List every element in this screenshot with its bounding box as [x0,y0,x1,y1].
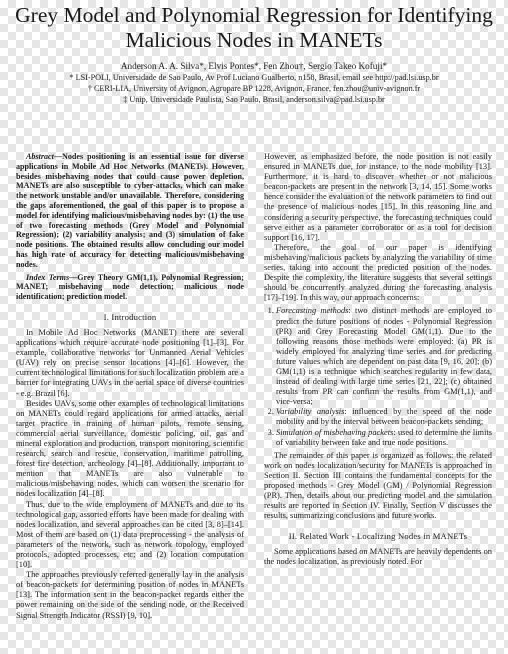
author-list: Anderson A. A. Silva*, Elvis Pontes*, Fen Zhou†, Sergio Takeo Kofuji* [120,61,388,71]
abstract-label: Abstract [26,152,54,161]
list-item-label: Forecasting methods [276,306,349,316]
list-item [276,306,492,407]
related-work-paragraph: Some applications based on MANETs are heavily dependents on the nodes localization, as previously noted. For [264,547,492,567]
abstract-paragraph [16,152,244,270]
approach-list [264,306,492,447]
index-terms-label: Index Terms [26,272,70,282]
affiliation-3: ‡ Unip, Universidade Paulista, Sao Paulo, Brasil, anderson.silva@pad.lsi.usp.br [123,95,385,104]
section-heading-introduction: I. Introduction [103,311,157,322]
affiliation-2: † CERI-LIA, University of Avignon, Agropare BP 1228, Avignon, France, fen.zhou@univ-avignon.fr [87,84,421,93]
abstract [16,152,244,302]
intro-paragraph-3: Thus, due to the wide employment of MANETs and due to its technological gap, assorted efforts have been made for dealing with nodes localization, and several approaches can be cited [3, 8]–[14]. Most of them are based on (1) data preprocessing - the analysis of parameters of the network, such as network topology, employed protocols, adopted processes, etc; and (2) location computation [10]. [16,499,244,570]
affiliation-1: * LSI-POLI, Universidade de Sao Paulo, Av Prof Luciano Gualberto, n158, Brasil, email see http://pad.lsi.usp.br [69,73,439,82]
intro-paragraph-2: Besides UAVs, some other examples of technological limitations on MANETs could regard applications for armed attacks, aerial target practice in training of human pilots, remote sensing, commercial aerial surveillance, domestic policing, oil, gas and mineral exploration and production, transport monitoring, scientific research, search and rescue, conservation, maritime patrolling, forest fire detection, archeology [4]–[8]. Additionally, important to mention that MANETs are also vulnerable to malicious/misbehaving nodes, which can worsen the scenario for nodes localization [4]–[8]. [16,398,244,499]
two-column-body [16,152,492,654]
body-paragraph-1: However, as emphasized before, the node position is not easily ensured in MANETs due, for instance, to the node mobility [13]. Furthermore, it is hard to discover whether or not malicious beacon-packets are present in the network [3, 14, 15]. Some works hence consider the evaluation of the network parameters to find out the presence of malicious nodes [15]. In this reasoning line and considering a security perspective, the forecasting techniques could serve either as a parameter corroborator or as a tool for decision support [16, 17]. [264,152,492,242]
list-item-label: Variability analysis [276,407,345,417]
intro-paragraph-4: The approaches previously referred generally lay in the analysis of beacon-packets for determining position of nodes in MANETs [13]. The information sent in the beacon-packet regards either the power remaining on the side of the sending node, or the Received Signal Strength Indicator (RSSI) [9, 10]. [16,570,244,620]
intro-paragraph-1: In Mobile Ad Hoc Networks (MANET) there are several applications which require accurate node positioning [1]–[3]. For example, collaborative networks for Unmanned Aerial Vehicles (UAV) rely on precise sensor locations [4]–[6]. However, the current technological limitations for such localization problem are a barrier for integrating UAVs in the aerial space of diverse countries - e.g. Brazil [6]. [16,327,244,398]
section-heading-related-work: II. Related Work - Localizing Nodes in MANETs [288,531,468,542]
left-column [16,152,244,621]
list-item-text: : used to determine the limits of variability between fake and true node positions. [276,427,492,447]
right-column [264,152,492,568]
list-item [276,407,492,427]
list-item-text: : influenced by the speed of the node mobility and by the interval between beacon-packets sending; [276,407,492,427]
index-terms-text: —Grey Theory GM(1,1), Polynomial Regression; MANET; misbehaving node detection; malicious node identification; prediction model. [16,272,244,302]
body-paragraph-2: Therefore, the goal of our paper is identifying misbehaving/malicious packets by analyzing the variability of time series, taking into account the predicted position of the nodes. Despite the complexity, the literature suggests that several settings should be concurrently analyzed during the forecasting analysis [17]–[19]. In this way, our approach concerns: [264,242,492,303]
list-item-text: : two distinct methods are employed to predict the future positions of nodes - Polynomial Regression (PR) and Grey Forecasting Model GM(1,1). Due to the following reasons those methods were employed: (a) PR is widely employed for analyzing time series and for predicting future values which are dependent on past data [9, 16, 20]; (b) GM(1,1) is a technique which searches regularity in few data, instead of dealing with large time series [21, 22]; (c) obtained results from PR can confirm the results from GM(1,1), and vice-versa; [276,306,492,407]
body-paragraph-3: The remainder of this paper is organized as follows: the related work on nodes localization/security for MANETs is approached in Section II. Section III contains the fundamental concepts for the proposed methods - Grey Model (GM) / Polynomial Regression (PR). Then, details about our predicting model and the simulation results are reported in Section IV. Finally, Section V discusses the results, summarizing conclusions and future works. [264,450,492,521]
abstract-text: —Nodes positioning is an essential issue for diverse applications in Mobile Ad Hoc Networks (MANETs). However, besides misbehaving nodes that could cause power depletion, MANETs are also susceptible to cyber-attacks, which can make the network unstable and/or unavailable. Therefore, considering the gaps aforementioned, the goal of this paper is to propose a model for identifying malicious/misbehaving nodes by: (1) the use of two forecasting methods (Grey Model and Polynomial Regression); (2) variability analysis; and (3) simulation of fake node positions. The obtained results allow concluding our model has high rate of accuracy for detecting malicious/misbehaving nodes. [16,152,244,269]
list-item-label: Simulation of misbehaving packets [276,427,394,437]
list-item [276,428,492,448]
paper-title: Grey Model and Polynomial Regression for Identifying Malicious Nodes in MANETs [15,3,493,52]
index-terms [16,273,244,302]
